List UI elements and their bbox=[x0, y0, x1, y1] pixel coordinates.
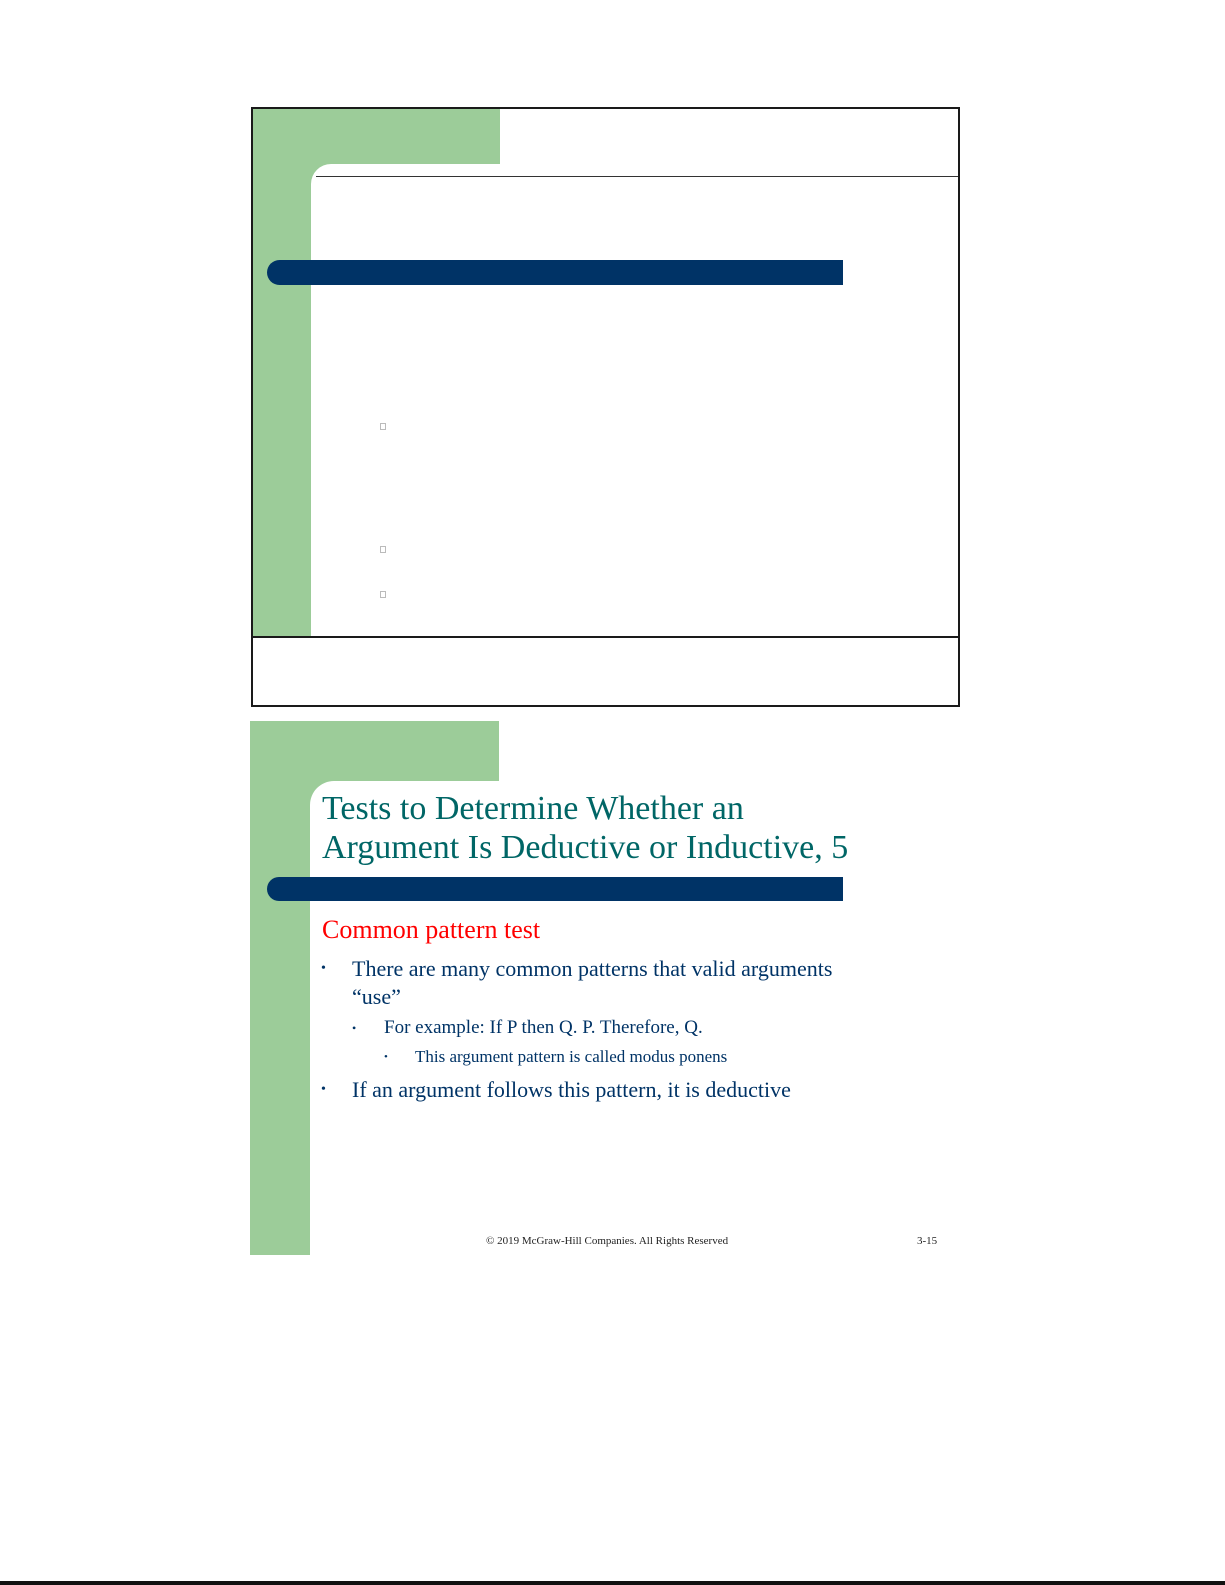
slide2-copyright-footer: © 2019 McGraw-Hill Companies. All Rights Reserved bbox=[486, 1235, 729, 1247]
slide1-notes-divider bbox=[251, 636, 960, 638]
slide2-section-heading: Common pattern test bbox=[322, 915, 541, 944]
slide2-page-number: 3-15 bbox=[917, 1235, 938, 1247]
slide1-frame bbox=[251, 107, 960, 707]
bullet-item-level1 bbox=[321, 1076, 921, 1104]
bullet-item-level2 bbox=[352, 1016, 912, 1040]
bullet-dot: • bbox=[352, 1021, 357, 1035]
bullet-item-level3 bbox=[384, 1046, 904, 1068]
slide2-title-bar bbox=[267, 877, 843, 901]
slide2-green-tab bbox=[250, 721, 499, 781]
slide2-green-sidebar bbox=[250, 781, 310, 1255]
bullet-dot: • bbox=[321, 961, 326, 976]
slide1-empty-bullet-marker bbox=[380, 591, 386, 598]
bullet-item-level1 bbox=[321, 955, 921, 1011]
bullet-dot: • bbox=[384, 1051, 388, 1063]
bullet-dot: • bbox=[321, 1082, 326, 1097]
slide2-title-line2: Argument Is Deductive or Inductive, 5 bbox=[322, 829, 849, 866]
slide1-empty-bullet-marker bbox=[380, 423, 386, 430]
bullet-text: This argument pattern is called modus ponens bbox=[415, 1047, 728, 1066]
bullet-text: For example: If P then Q. P. Therefore, Q. bbox=[384, 1017, 703, 1038]
bullet-text-continued: “use” bbox=[352, 984, 401, 1009]
slide2-title-line1: Tests to Determine Whether an bbox=[322, 790, 744, 827]
slide2-title bbox=[322, 789, 922, 867]
bullet-text: If an argument follows this pattern, it is deductive bbox=[352, 1077, 791, 1102]
bullet-text: There are many common patterns that valid arguments bbox=[352, 956, 833, 981]
slide1-empty-bullet-marker bbox=[380, 546, 386, 553]
page-bottom-rule bbox=[0, 1581, 1225, 1585]
